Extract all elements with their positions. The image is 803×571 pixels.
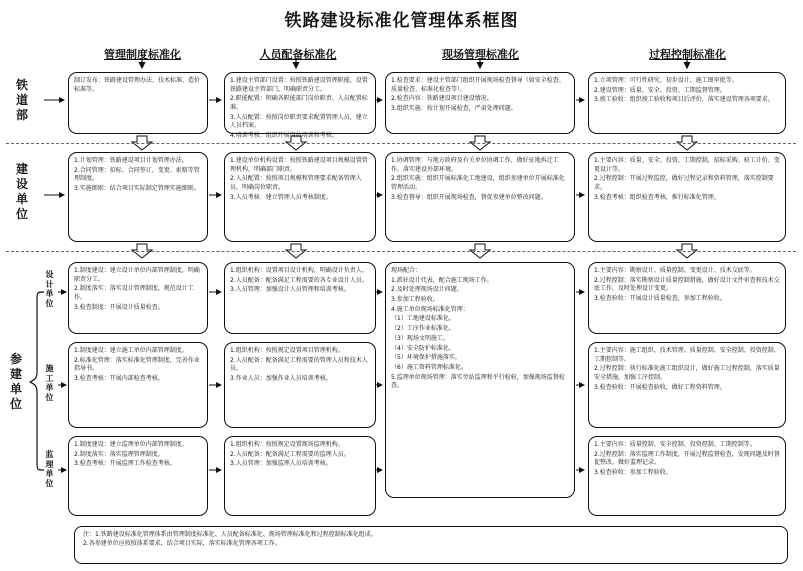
cell-text-line: 3.竣工验收：组织竣工验收和项目后评价，落实建设管理各项要求。: [594, 96, 774, 104]
cell-text-line: （1）工地建设标准化。: [391, 315, 455, 323]
cell-text-line: 4.施工单位现场标准化管理：: [391, 305, 469, 313]
cell-text-line: （2）工序作业标准化。: [391, 325, 455, 333]
cell-text-line: 3.检查督导：组织开展现场检查，督促参建单位整改问题。: [391, 193, 547, 201]
cell-construction-staffing: [224, 152, 376, 242]
cell-railway-management: [68, 72, 208, 134]
row-separator: [6, 251, 796, 252]
cell-text-line: 2.建设管理：质量、安全、投资、工期监督管理。: [594, 86, 726, 94]
row-label-design-unit: 设计单位: [45, 270, 54, 308]
cell-text-line: 1.组织机构：设置项目设计机构，明确设计负责人。: [230, 267, 368, 274]
cell-supervision-management: [68, 436, 208, 516]
cell-construction-process: [588, 152, 786, 242]
cell-text-line: 3.作业人员：加强作业人员培训考核。: [230, 375, 332, 383]
cell-text-line: 3.组织实施：按计划开展检查，严肃处理问题。: [391, 105, 517, 113]
cell-text-line: 2.职能配置：明确各职能部门岗位职责、人员配置标准。: [230, 95, 368, 112]
cell-text-line: 3.检查考核：组织检查考核，推行标准化管理。: [594, 193, 720, 201]
column-header-process-control: 过程控制标准化: [649, 48, 726, 61]
cell-text-line: 2.组织实施：组织开展标准化工地建设，组织参建单位开展标准化管理活动。: [391, 175, 565, 192]
cell-text-line: 2.人员配置：按照项目规模和管理要求配备管理人员，明确岗位职责。: [230, 175, 362, 192]
cell-text-line: 3.参加工程验收。: [391, 296, 439, 304]
cell-text-line: 1.主要内容：质量、安全、投资、工期控制，招标采购、验工计价、变更设计等。: [594, 157, 780, 173]
cell-contractor-staffing: [224, 342, 376, 428]
cell-text-line: 1.主要内容：质量控制、安全控制、投资控制、工期控制等。: [594, 441, 756, 448]
cell-text-line: （5）环境保护措施落实。: [391, 354, 461, 362]
cell-text-line: 1.制度建设：建立设计单位内部管理制度，明确职责分工。: [74, 267, 200, 283]
cell-text-line: 3.人员管理：加强监理人员培训考核。: [230, 460, 332, 468]
cell-text-line: 1.派驻设计代表，配合施工现场工作。: [391, 276, 493, 284]
cell-text-line: 3.检查考核：开展内部检查考核。: [74, 375, 164, 383]
cell-text-line: 2.过程控制：执行标准化施工组织设计，做好施工过程控制，落实质量安全措施，加强工序控制。: [594, 365, 780, 382]
footnote-line: 注：1.铁路建设标准化管理体系由管理制度标准化、人员配备标准化、现场管理标准化和过程控制标准化组成。: [83, 531, 377, 538]
cell-railway-site: [385, 72, 575, 134]
cell-text-line: 2.过程控制：开展过程监控，做好过程记录和资料管理，落实控制要求。: [594, 175, 774, 192]
cell-supervision-process: [588, 436, 786, 516]
cell-text-line: 3.检查考核：开展监理工作检查考核。: [74, 460, 176, 468]
cell-text-line: 3.检查验收：参加工程验收。: [594, 469, 672, 477]
cell-text-line: 2.制度落实：落实设计管理制度，规范设计工作。: [74, 285, 194, 302]
cell-text-line: 1.组织机构：按照规定设置项目管理机构。: [230, 347, 344, 354]
row-label-participants: 参建单位: [9, 352, 22, 411]
cell-text-line: 3.人员考核：建立管理人员考核制度。: [230, 193, 332, 201]
cell-text-line: 2.标准化管理：落实标准化管理制度，完善作业指导书。: [74, 356, 200, 373]
cell-text-line: 3.人员配置：按照岗位职责要求配置管理人员，建立人员档案。: [230, 113, 368, 130]
cell-text-line: 3.实施细则：结合项目实际制定管理实施细则。: [74, 185, 200, 193]
cell-text-line: 5.监理单位现场管理：落实旁站监理和平行检验，加强现场监督检查。: [391, 373, 565, 390]
cell-text-line: 2.过程控制：落实监理工作制度，开展过程监督检查，发现问题及时督促整改，做好监理记录。: [594, 450, 780, 467]
cell-text-line: 2.人员配备：配备满足工程需要的各专业设计人员。: [230, 276, 368, 284]
cell-text-line: （4）安全防护标准化。: [391, 344, 455, 352]
page-title: 铁路建设标准化管理体系框图: [284, 11, 519, 31]
cell-construction-site: [385, 152, 575, 242]
cell-design-staffing: [224, 262, 376, 334]
cell-text-line: 2.检查内容：铁路建设项目建设情况。: [391, 95, 493, 103]
cell-text-line: 1.组织机构：按照规定设置现场监理机构。: [230, 441, 344, 448]
cell-text-line: 2.人员配备：配备满足工程需要的管理人员和技术人员。: [230, 356, 368, 373]
cell-text-line: 3.人员管理：加强设计人员管理和培训考核。: [230, 286, 350, 294]
cell-text-line: 1.建设主管部门设置：按照铁路建设管理职能，设置铁路建设主管部门，明确职责分工。: [230, 77, 368, 93]
row-separator: [6, 143, 796, 144]
cell-text-line: 1.计划管理：铁路建设项目计划管理办法。: [74, 157, 188, 164]
cell-text-line: 1.主要内容：施工组织、技术管理、质量控制、安全控制、投资控制、工期控制等。: [594, 347, 780, 363]
cell-text-line: 1.制度建设：建立监理单位内部管理制度。: [74, 441, 188, 448]
row-label-construction-contractor: 施工单位: [45, 364, 54, 402]
cell-railway-staffing: [224, 72, 376, 140]
cell-text-line: 1.立项管理：可行性研究、初步设计、施工图审批等。: [594, 77, 738, 84]
cell-text-line: 1.检查要求：建设主管部门组织开展现场检查督导（如安全检查、质量检查、标准化检查等）。: [391, 77, 565, 93]
cell-participants-site: [385, 262, 575, 498]
cell-construction-management: [68, 152, 208, 242]
column-header-staffing: 人员配备标准化: [259, 48, 337, 61]
cell-text-line: 制订发布：铁路建设管理办法、技术标准、造价标准等。: [74, 77, 201, 93]
cell-text-line: 3.检查验收：开展设计质量检查，参加工程验收。: [594, 295, 726, 303]
cell-text-line: 4.培训考核：组织开展岗位培训和考核。: [230, 132, 338, 140]
cell-contractor-process: [588, 342, 786, 428]
cell-text-line: 3.检查制度：开展设计质量检查。: [74, 303, 164, 311]
cell-text-line: 1.协调管理：与地方政府及有关单位协调工作，做好征地拆迁工作，落实建设外部环境。: [391, 157, 559, 173]
cell-contractor-management: [68, 342, 208, 428]
cell-text-line: 现场配合：: [391, 267, 422, 274]
cell-text-line: 2.及时处理现场设计问题。: [391, 286, 463, 294]
cell-text-line: 2.过程控制：落实勘察设计质量控制措施，做好设计文件审查和技术交底工作，及时处理设计变更。: [594, 276, 780, 293]
cell-text-line: 1.建设单位机构设置：按照铁路建设项目规模设置管理机构，明确部门职责。: [230, 157, 368, 173]
cell-text-line: 3.检查验收：开展检查验收，做好工程资料管理。: [594, 383, 726, 391]
cell-text-line: 2.人员配备：配备满足工程需要的监理人员。: [230, 450, 350, 458]
footnote-line: 2.各参建单位应按照体系要求，结合项目实际，落实标准化管理各项工作。: [83, 540, 281, 547]
column-header-site-management: 现场管理标准化: [442, 48, 519, 61]
cell-text-line: 1.制度建设：建立施工单位内部管理制度。: [74, 347, 188, 354]
cell-railway-process: [588, 72, 786, 134]
cell-text-line: 2.制度落实：落实监理管理制度。: [74, 450, 164, 458]
row-label-construction-unit: 建设单位: [15, 162, 28, 221]
row-label-railway-ministry: 铁道部: [15, 78, 28, 122]
cell-text-line: （6）施工资料管理标准化。: [391, 363, 467, 371]
cell-text-line: （3）现场文明施工。: [391, 334, 449, 342]
column-header-management-system: 管理制度标准化: [104, 48, 181, 61]
cell-text-line: 1.主要内容：勘察设计、质量控制、变更设计、技术交底等。: [594, 267, 756, 274]
footnote: [74, 526, 788, 564]
cell-text-line: 2.合同管理：招标、合同签订、变更、索赔等管理制度。: [74, 166, 200, 183]
cell-supervision-staffing: [224, 436, 376, 516]
row-label-supervision-unit: 监理单位: [45, 450, 54, 488]
cell-design-process: [588, 262, 786, 334]
cell-design-management: [68, 262, 208, 334]
